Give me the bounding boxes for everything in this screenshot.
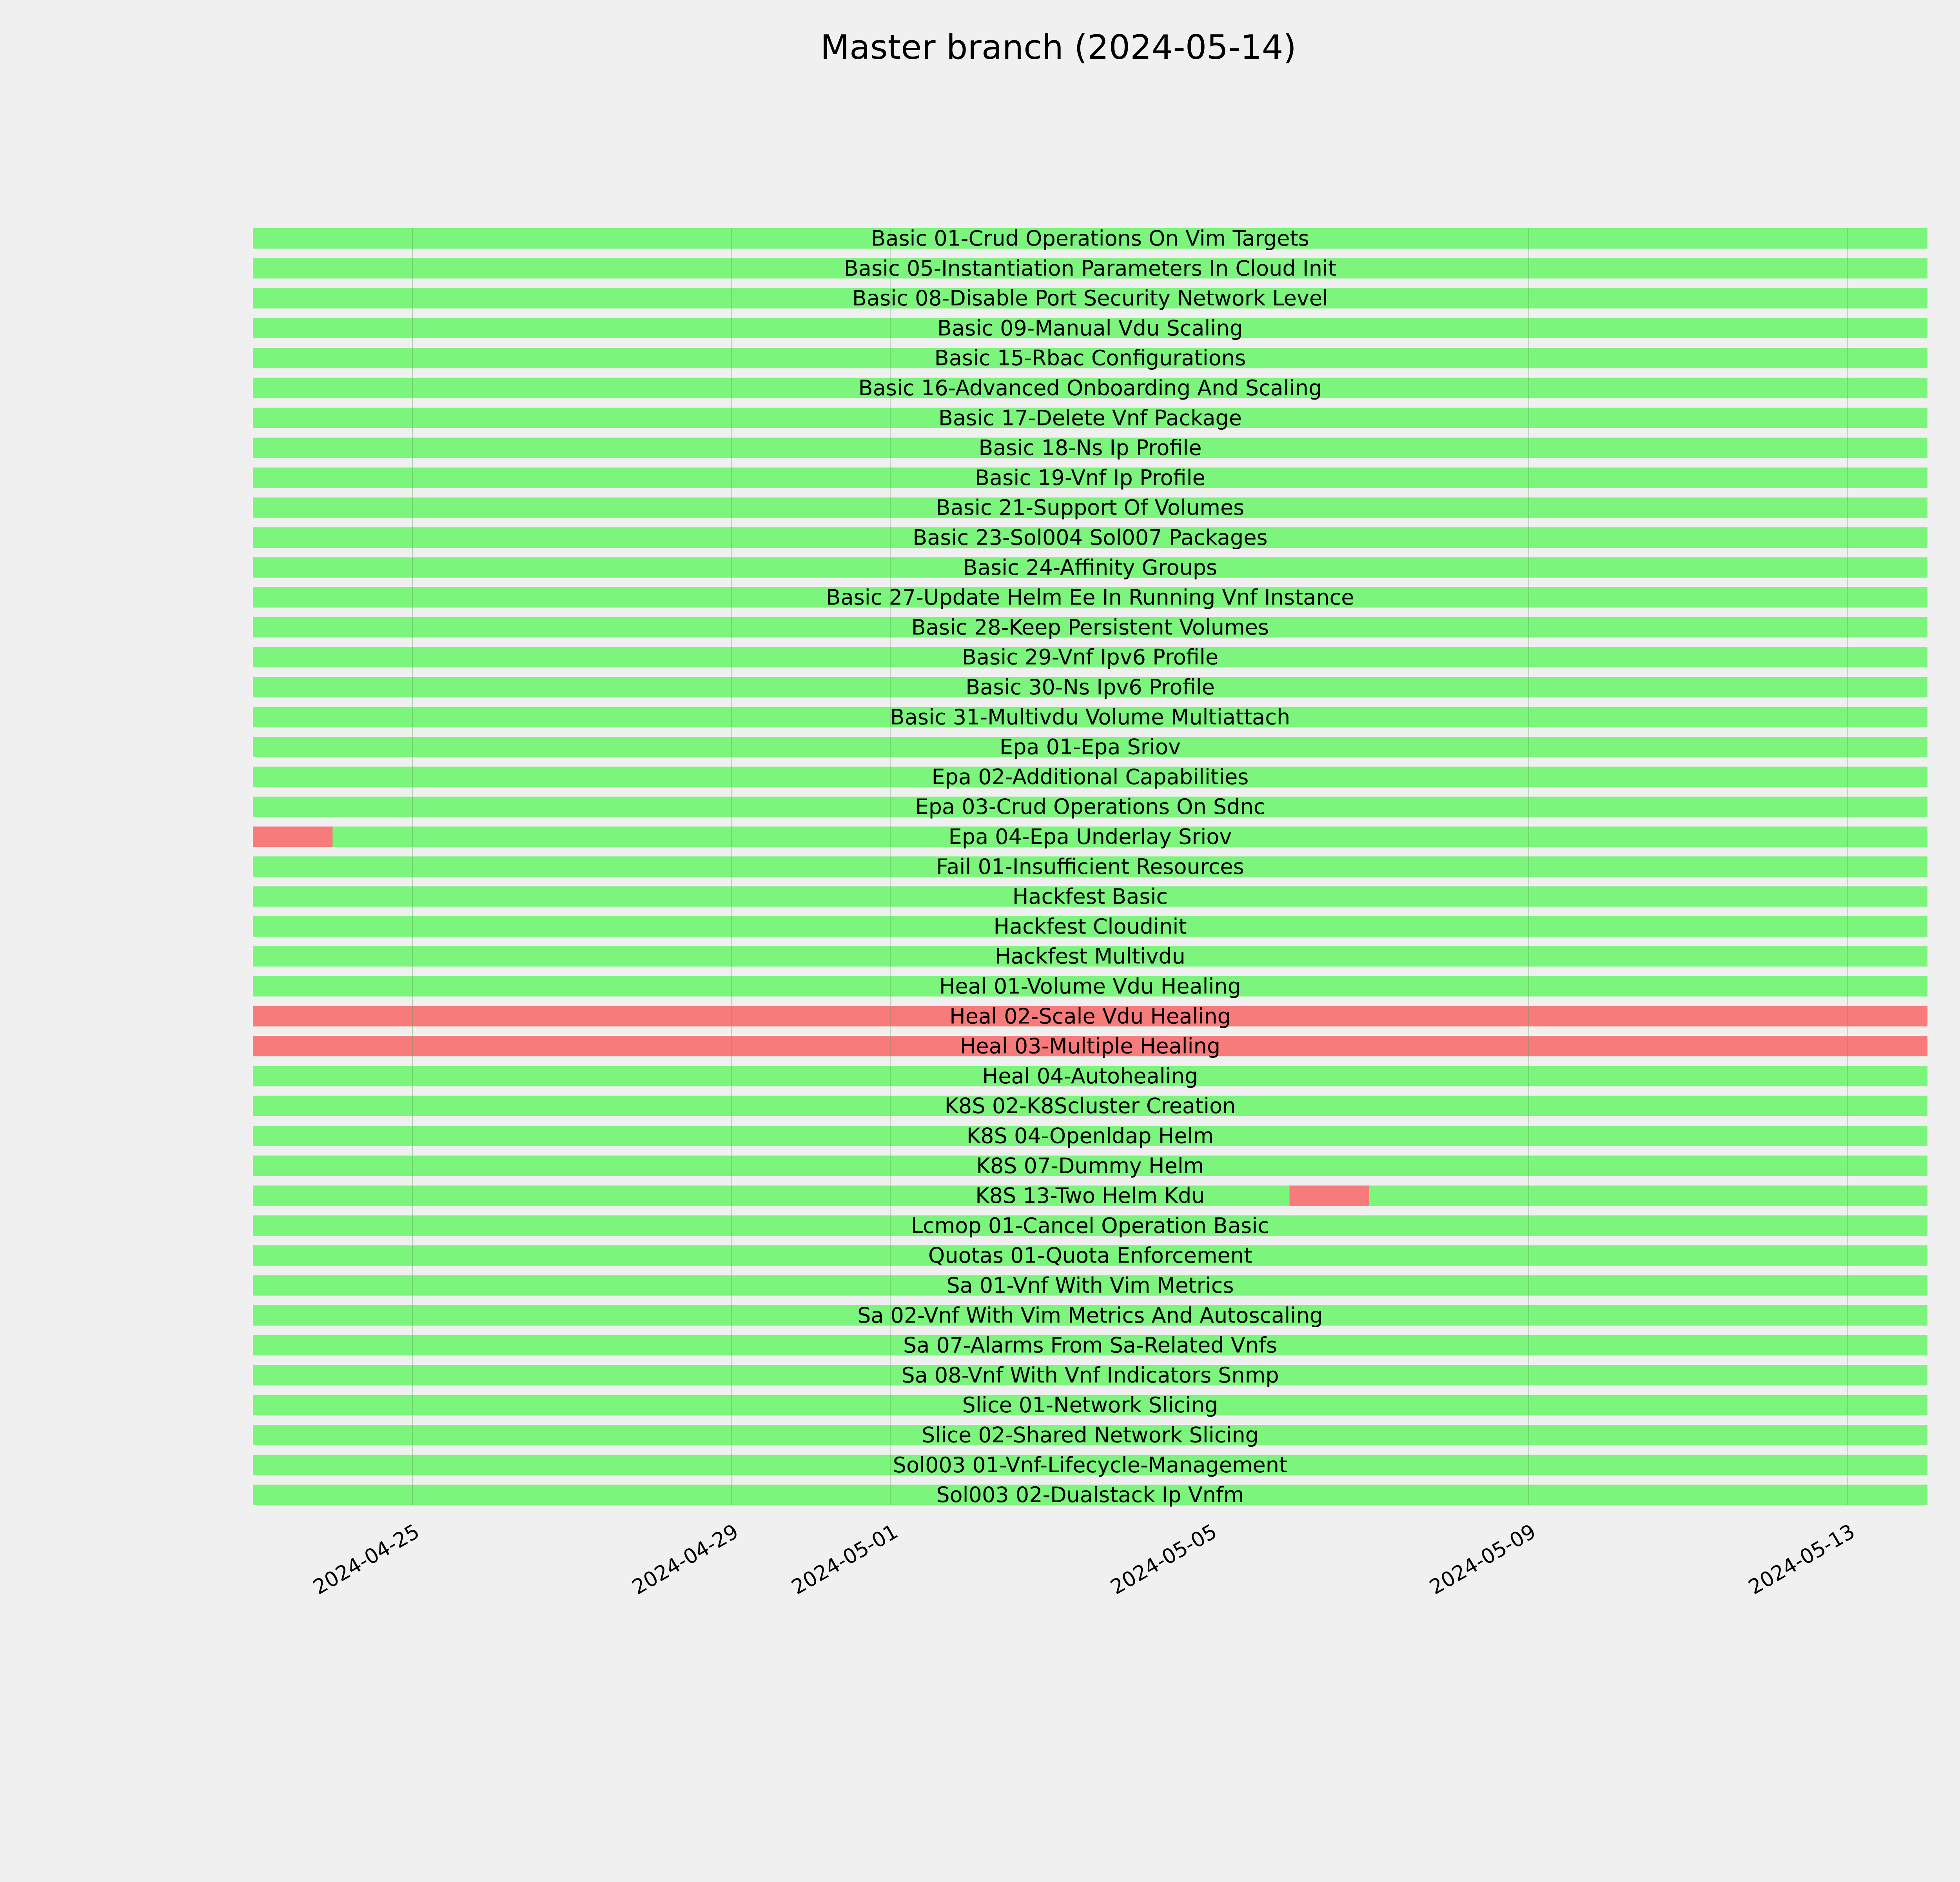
test-row-label: Basic 19-Vnf Ip Profile — [975, 465, 1205, 490]
test-row-label: Lcmop 01-Cancel Operation Basic — [911, 1213, 1270, 1238]
test-row-label: Basic 21-Support Of Volumes — [936, 495, 1245, 520]
test-row-label: Heal 02-Scale Vdu Healing — [949, 1004, 1231, 1029]
test-row-label: Sa 02-Vnf With Vim Metrics And Autoscaling — [857, 1303, 1323, 1328]
test-row-label: Basic 16-Advanced Onboarding And Scaling — [858, 376, 1322, 400]
status-segment-fail — [1290, 1186, 1369, 1206]
test-row-label: Basic 09-Manual Vdu Scaling — [937, 316, 1243, 341]
test-row-label: Fail 01-Insufficient Resources — [936, 854, 1244, 879]
test-row-label: Heal 03-Multiple Healing — [960, 1034, 1221, 1059]
test-row-label: Basic 24-Affinity Groups — [963, 555, 1218, 580]
x-tick-label: 2024-05-13 — [1744, 1520, 1859, 1600]
test-row-label: Basic 05-Instantiation Parameters In Cloud Init — [844, 256, 1337, 281]
test-row-label: K8S 07-Dummy Helm — [976, 1153, 1204, 1178]
test-row-label: Basic 23-Sol004 Sol007 Packages — [913, 525, 1268, 550]
test-row-label: Basic 30-Ns Ipv6 Profile — [965, 675, 1215, 699]
x-tick-label: 2024-04-25 — [309, 1520, 424, 1600]
test-row-label: Basic 15-Rbac Configurations — [934, 345, 1246, 371]
test-row-label: Slice 02-Shared Network Slicing — [922, 1422, 1259, 1448]
test-row-label: Hackfest Multivdu — [995, 944, 1185, 969]
test-row-label: Basic 27-Update Helm Ee In Running Vnf Instance — [826, 585, 1354, 610]
test-row-label: Basic 28-Keep Persistent Volumes — [911, 615, 1269, 640]
test-row-label: Sol003 02-Dualstack Ip Vnfm — [936, 1482, 1244, 1508]
test-row-label: Sa 08-Vnf With Vnf Indicators Snmp — [901, 1362, 1279, 1388]
test-row-label: Sol003 01-Vnf-Lifecycle-Management — [893, 1452, 1288, 1477]
chart-title: Master branch (2024-05-14) — [820, 28, 1297, 67]
test-row-label: Quotas 01-Quota Enforcement — [928, 1243, 1252, 1268]
test-row-label: K8S 04-Openldap Helm — [966, 1123, 1214, 1148]
test-row-label: K8S 02-K8Scluster Creation — [944, 1094, 1236, 1119]
test-row-label: Basic 29-Vnf Ipv6 Profile — [962, 645, 1219, 670]
x-tick-label: 2024-05-09 — [1425, 1520, 1540, 1600]
x-tick-label: 2024-04-29 — [628, 1520, 743, 1600]
test-row-label: Heal 04-Autohealing — [982, 1063, 1198, 1088]
test-row-label: Basic 01-Crud Operations On Vim Targets — [871, 226, 1309, 251]
test-row-label: Sa 01-Vnf With Vim Metrics — [946, 1273, 1234, 1298]
test-row-label: Slice 01-Network Slicing — [962, 1393, 1218, 1418]
test-row-label: Epa 04-Epa Underlay Sriov — [948, 824, 1232, 849]
test-row-label: Epa 02-Additional Capabilities — [931, 764, 1249, 789]
x-tick-label: 2024-05-01 — [788, 1520, 902, 1600]
test-row-label: Hackfest Basic — [1012, 884, 1168, 909]
test-row-label: Hackfest Cloudinit — [993, 914, 1187, 939]
test-row-label: Basic 31-Multivdu Volume Multiattach — [890, 705, 1290, 730]
x-tick-label: 2024-05-05 — [1107, 1520, 1221, 1600]
test-row-label: Basic 17-Delete Vnf Package — [938, 405, 1242, 431]
status-segment-fail — [253, 827, 332, 847]
test-row-label: Basic 18-Ns Ip Profile — [978, 435, 1202, 460]
test-row-label: Basic 08-Disable Port Security Network Level — [852, 286, 1328, 311]
test-row-label: K8S 13-Two Helm Kdu — [975, 1183, 1205, 1208]
test-row-label: Epa 01-Epa Sriov — [1000, 734, 1181, 759]
test-row-label: Epa 03-Crud Operations On Sdnc — [915, 794, 1265, 819]
test-row-label: Sa 07-Alarms From Sa-Related Vnfs — [903, 1333, 1278, 1358]
test-row-label: Heal 01-Volume Vdu Healing — [939, 974, 1241, 999]
